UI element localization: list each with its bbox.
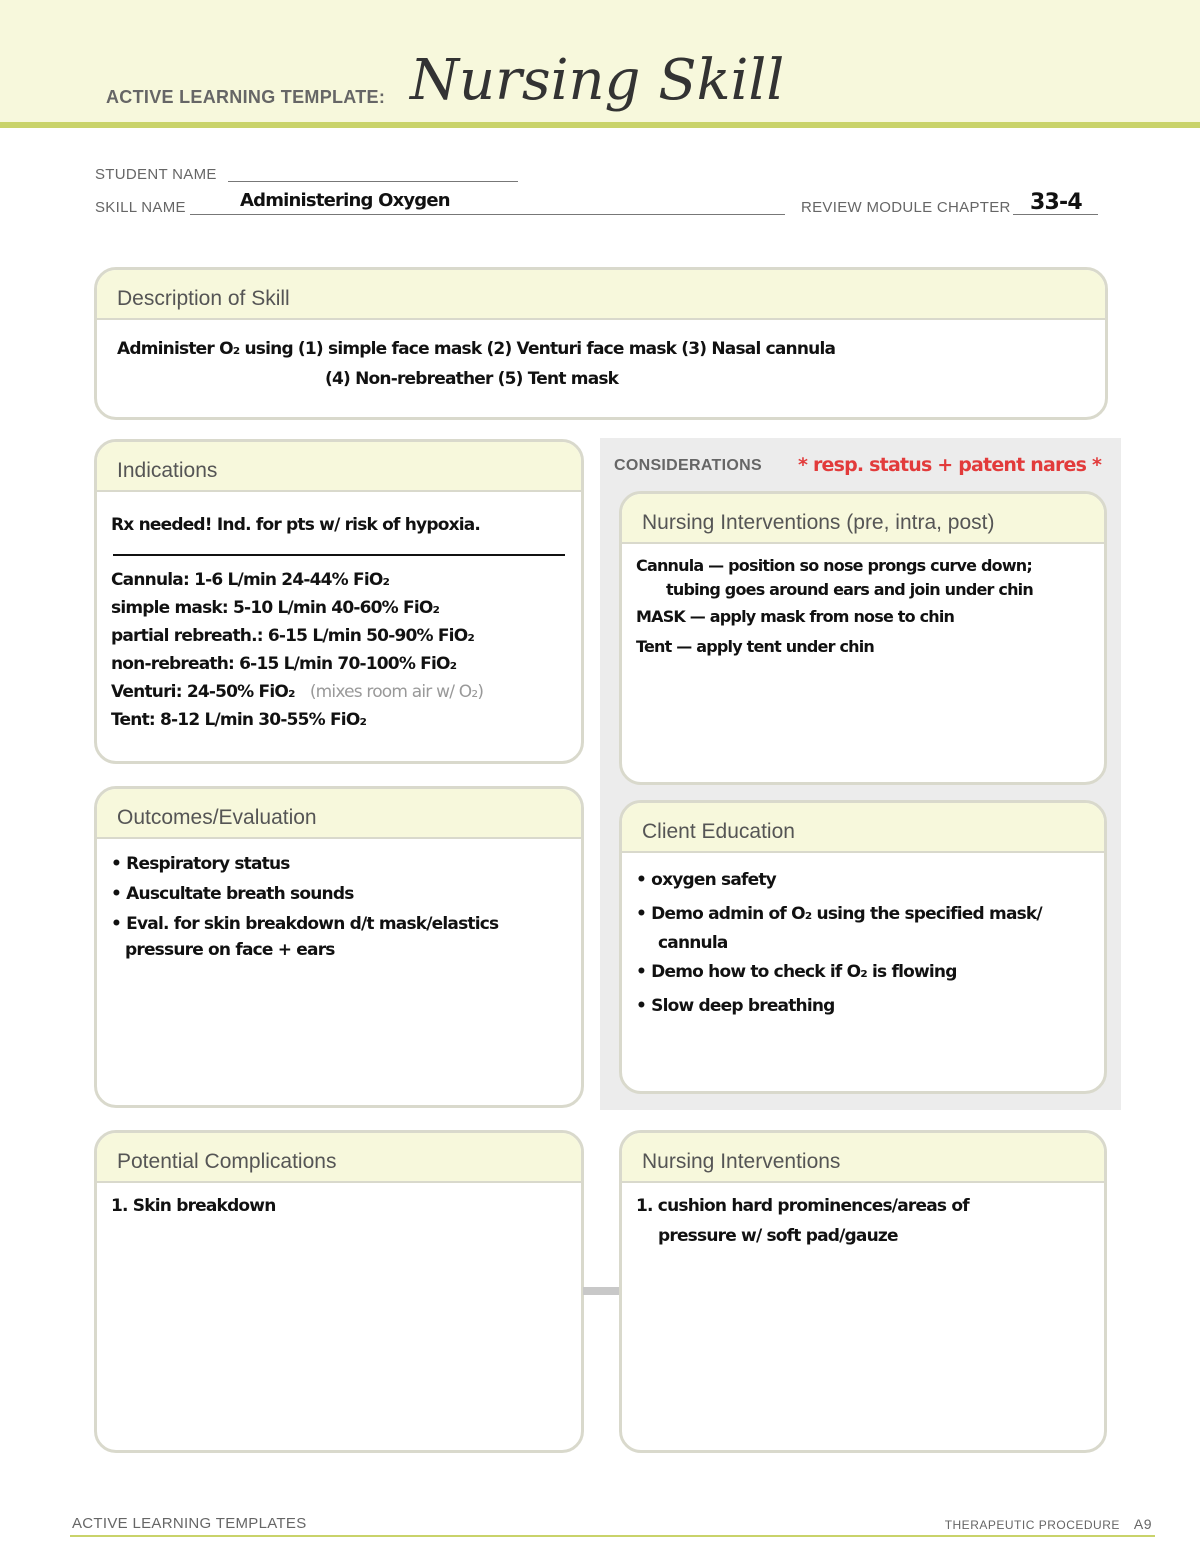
venturi-note: (mixes room air w/ O₂) — [309, 682, 484, 702]
footer-right-label — [945, 1516, 1152, 1532]
outcome-row: • Respiratory status — [111, 854, 290, 874]
box-connector — [583, 1287, 619, 1295]
outcome-row: • Eval. for skin breakdown d/t mask/elastics — [111, 914, 499, 934]
template-label: ACTIVE LEARNING TEMPLATE: — [106, 87, 386, 107]
page-number: A9 — [1133, 1516, 1152, 1532]
considerations-label: CONSIDERATIONS — [614, 457, 762, 474]
nursing-interventions-title: Nursing Interventions — [622, 1133, 1104, 1183]
indications-divider — [113, 554, 565, 556]
outcome-row: • Auscultate breath sounds — [111, 884, 354, 904]
complication-row: 1. Skin breakdown — [111, 1196, 276, 1216]
indications-row: non-rebreath: 6-15 L/min 70-100% FiO₂ — [111, 654, 457, 674]
description-box — [94, 267, 1108, 420]
student-name-field[interactable] — [228, 181, 518, 182]
nursing-interventions-box — [619, 1130, 1107, 1453]
footer-rule — [70, 1535, 1155, 1537]
skill-name-field[interactable] — [190, 214, 785, 215]
client-education-title: Client Education — [622, 803, 1104, 853]
education-row: • Slow deep breathing — [636, 996, 835, 1016]
indications-row: simple mask: 5-10 L/min 40-60% FiO₂ — [111, 598, 440, 618]
student-name-label: STUDENT NAME — [95, 166, 217, 183]
page-title: Nursing Skill — [410, 48, 785, 113]
education-row: • Demo how to check if O₂ is flowing — [636, 962, 957, 982]
nursing-interventions-pre-box — [619, 491, 1107, 785]
footer-procedure: THERAPEUTIC PROCEDURE — [944, 1518, 1120, 1532]
indications-row: Venturi: 24-50% FiO₂ — [111, 682, 295, 702]
indications-row: Cannula: 1-6 L/min 24-44% FiO₂ — [111, 570, 390, 590]
education-row: • oxygen safety — [636, 870, 776, 890]
page-header — [0, 0, 1200, 128]
indications-row: Tent: 8-12 L/min 30-55% FiO₂ — [111, 710, 367, 730]
indications-box — [94, 439, 584, 764]
outcomes-title: Outcomes/Evaluation — [97, 789, 581, 839]
review-module-value: 33-4 — [1030, 190, 1082, 215]
client-education-box — [619, 800, 1107, 1094]
description-line-1: Administer O₂ using (1) simple face mask (2) Venturi face mask (3) Nasal cannula — [117, 339, 836, 359]
considerations-note: * resp. status + patent nares * — [798, 454, 1102, 476]
complications-title: Potential Complications — [97, 1133, 581, 1183]
description-line-2: (4) Non-rebreather (5) Tent mask — [325, 369, 619, 389]
review-module-label: REVIEW MODULE CHAPTER — [801, 199, 1011, 216]
intervention-row: Cannula — position so nose prongs curve down; — [636, 556, 1032, 575]
footer-left-label: ACTIVE LEARNING TEMPLATES — [72, 1515, 307, 1532]
intervention-row: tubing goes around ears and join under chin — [666, 580, 1033, 599]
indications-row: partial rebreath.: 6-15 L/min 50-90% FiO₂ — [111, 626, 474, 646]
skill-name-label: SKILL NAME — [95, 199, 186, 216]
nursing-interventions-pre-title: Nursing Interventions (pre, intra, post) — [622, 494, 1104, 544]
description-title: Description of Skill — [97, 270, 1105, 320]
complications-box — [94, 1130, 584, 1453]
education-row: cannula — [658, 933, 728, 953]
indications-title: Indications — [97, 442, 581, 492]
nursing-intervention-row: 1. cushion hard prominences/areas of — [636, 1196, 969, 1216]
outcomes-box — [94, 786, 584, 1108]
education-row: • Demo admin of O₂ using the specified mask/ — [636, 904, 1042, 924]
intervention-row: Tent — apply tent under chin — [636, 637, 875, 656]
outcome-row: pressure on face + ears — [125, 940, 335, 960]
intervention-row: MASK — apply mask from nose to chin — [636, 607, 955, 626]
indications-note: Rx needed! Ind. for pts w/ risk of hypoxia. — [111, 515, 481, 535]
nursing-intervention-row: pressure w/ soft pad/gauze — [658, 1226, 898, 1246]
skill-name-value: Administering Oxygen — [240, 190, 450, 211]
